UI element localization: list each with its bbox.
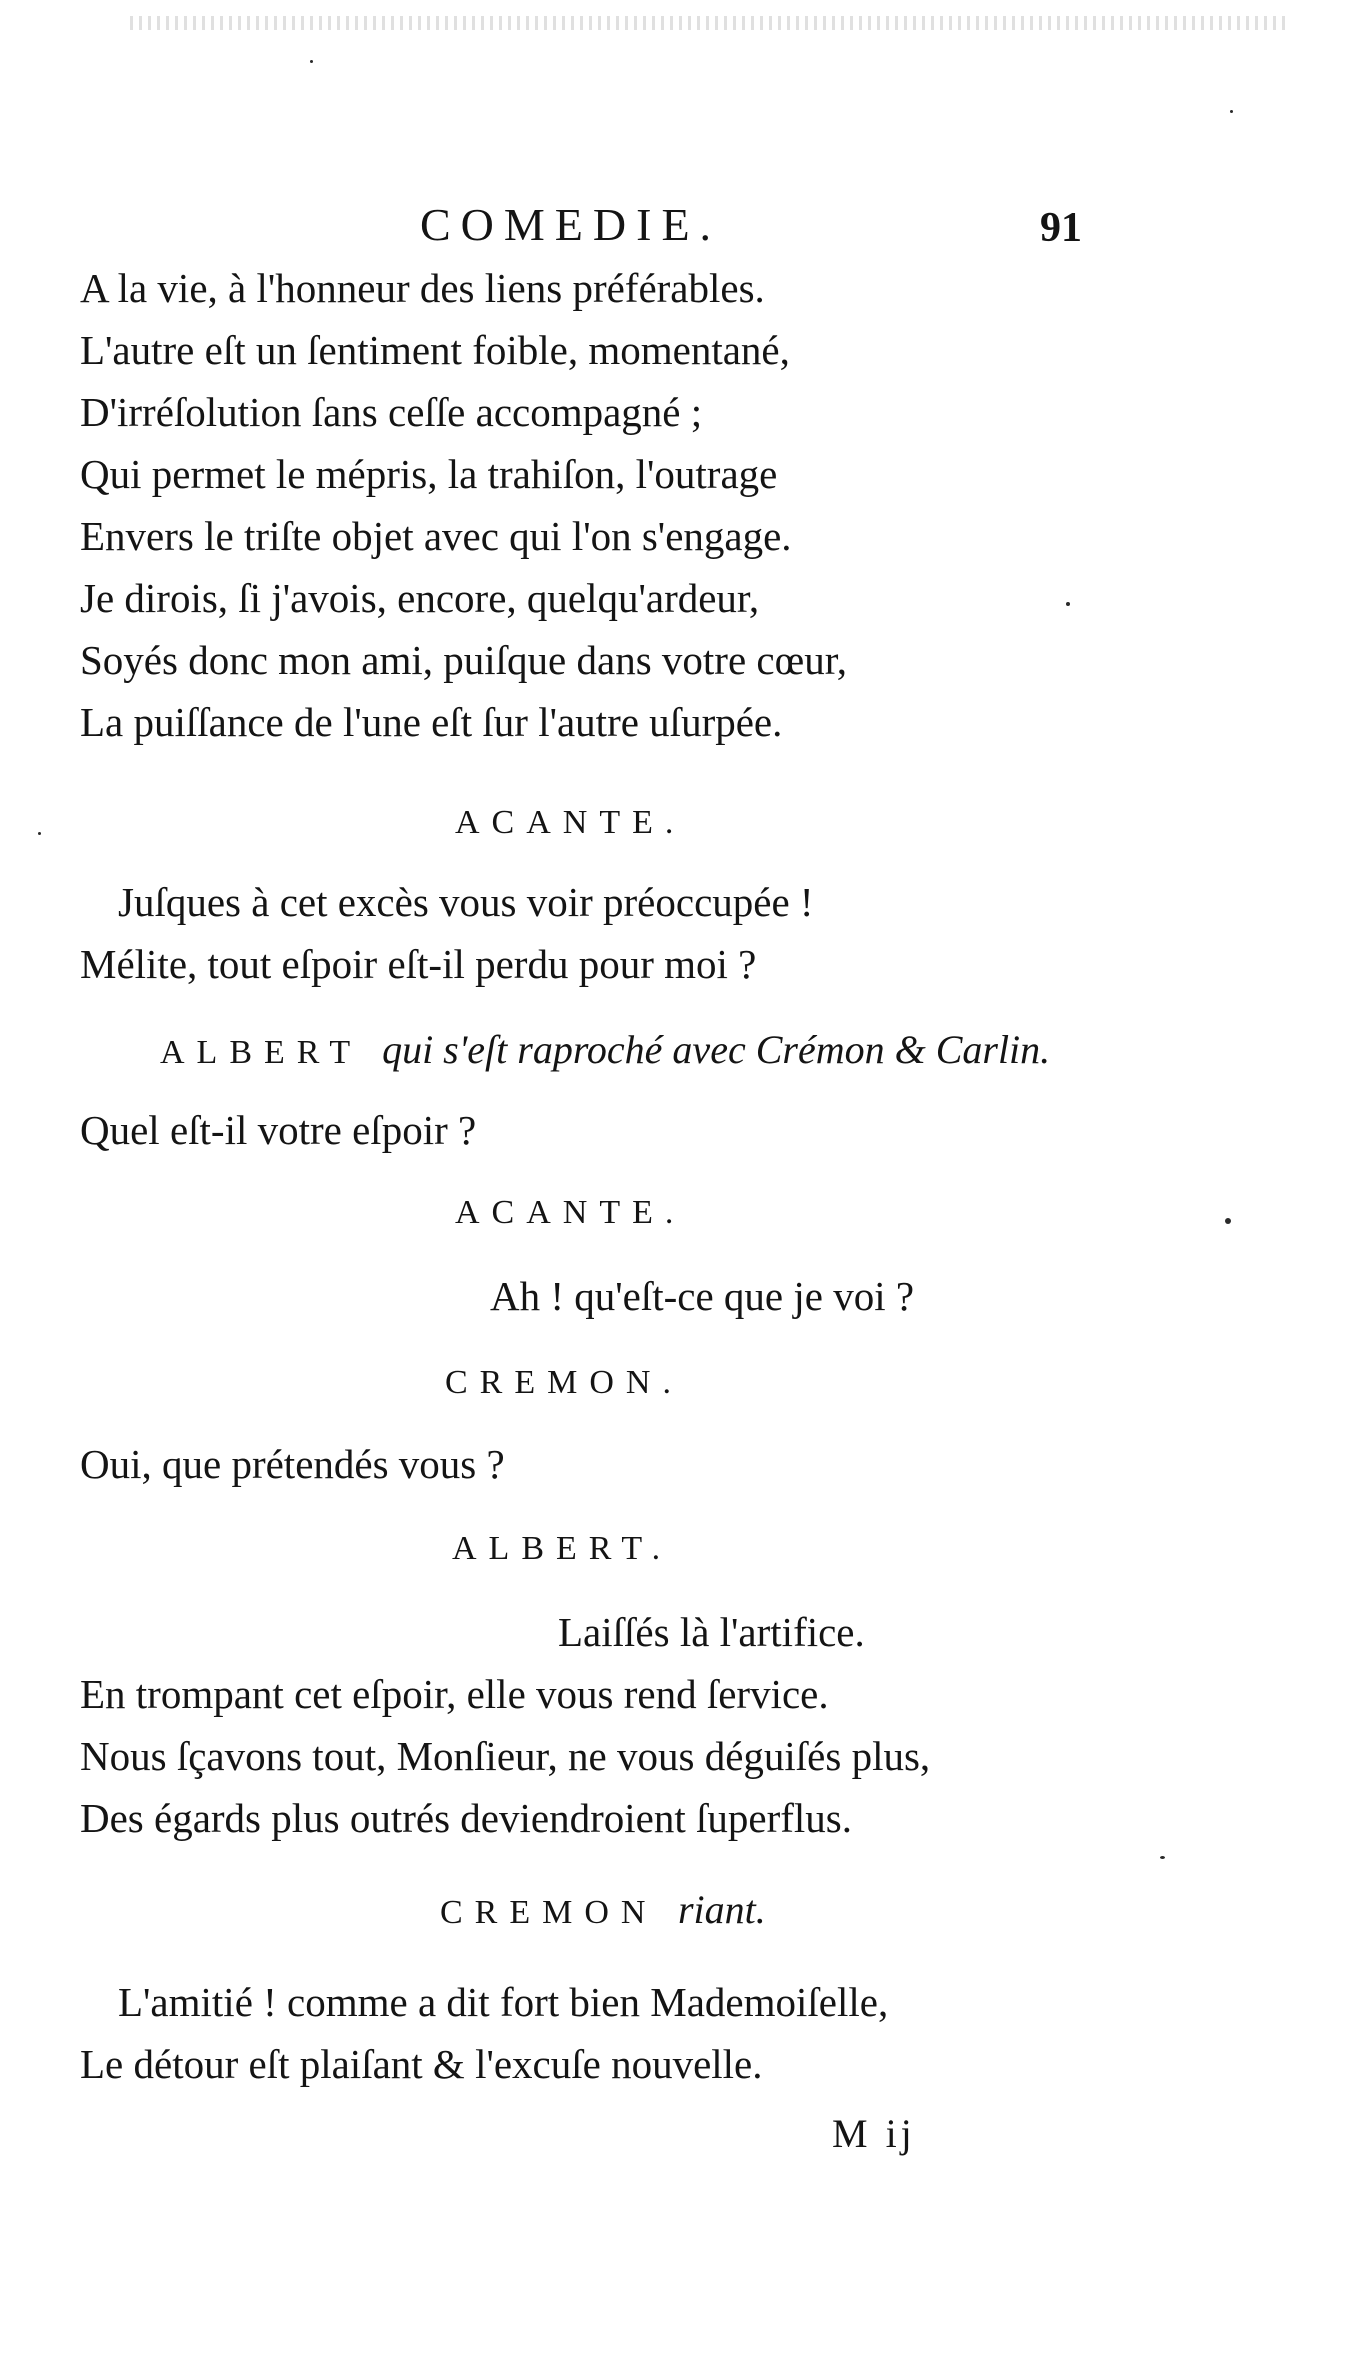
ink-speck (38, 832, 41, 835)
verse-line: Envers le triſte objet avec qui l'on s'engage. (80, 513, 792, 559)
speaker-heading: ALBERT. (452, 1530, 673, 1567)
verse-line: Des égards plus outrés deviendroient ſuperflus. (80, 1795, 852, 1841)
ink-speck (1066, 602, 1070, 606)
stage-direction: riant. (677, 1887, 766, 1932)
verse-line: Soyés donc mon ami, puiſque dans votre cœur, (80, 637, 847, 683)
signature-mark: M ij (832, 2111, 916, 2156)
running-head (0, 198, 1352, 258)
verse-line: La puiſſance de l'une eſt ſur l'autre uſurpée. (80, 699, 783, 745)
verse-line: Qui permet le mépris, la trahiſon, l'outrage (80, 451, 778, 497)
speaker-heading-with-direction (160, 1027, 1051, 1072)
verse-line: Laiſſés là l'artifice. (558, 1609, 865, 1655)
page-number: 91 (1040, 205, 1082, 251)
stage-direction: qui s'eſt raproché avec Crémon & Carlin. (382, 1027, 1051, 1072)
verse-line: Je dirois, ſi j'avois, encore, quelqu'ardeur, (80, 575, 760, 621)
verse-line: Mélite, tout eſpoir eſt-il perdu pour moi ? (80, 941, 757, 987)
speaker-heading: CREMON. (445, 1364, 683, 1401)
verse-line: L'amitié ! comme a dit fort bien Mademoiſelle, (118, 1979, 889, 2025)
speaker-heading: ACANTE. (455, 1194, 686, 1231)
verse-line: Ah ! qu'eſt-ce que je voi ? (490, 1273, 915, 1319)
speaker-heading: ACANTE. (455, 804, 686, 841)
ink-speck (1160, 1856, 1165, 1859)
ink-speck (1225, 1218, 1231, 1224)
verse-line: Nous ſçavons tout, Monſieur, ne vous déguiſés plus, (80, 1733, 931, 1779)
verse-line: Le détour eſt plaiſant & l'excuſe nouvelle. (80, 2041, 763, 2087)
verse-line: A la vie, à l'honneur des liens préférables. (80, 265, 765, 311)
ink-speck (310, 60, 313, 63)
verse-line: Oui, que prétendés vous ? (80, 1441, 505, 1487)
verse-line: Quel eſt-il votre eſpoir ? (80, 1107, 477, 1153)
speaker-name: ALBERT (160, 1034, 362, 1071)
verse-line: L'autre eſt un ſentiment foible, momentané, (80, 327, 790, 373)
page-edge-specks (130, 16, 1290, 30)
verse-line: Juſques à cet excès vous voir préoccupée ! (118, 879, 814, 925)
speaker-heading-with-direction (440, 1887, 766, 1932)
verse-line: D'irréſolution ſans ceſſe accompagné ; (80, 389, 703, 435)
running-head-title: COMEDIE. (420, 199, 722, 250)
speaker-name: CREMON (440, 1894, 658, 1931)
ink-speck (1230, 110, 1233, 113)
verse-line: En trompant cet eſpoir, elle vous rend ſervice. (80, 1671, 829, 1717)
